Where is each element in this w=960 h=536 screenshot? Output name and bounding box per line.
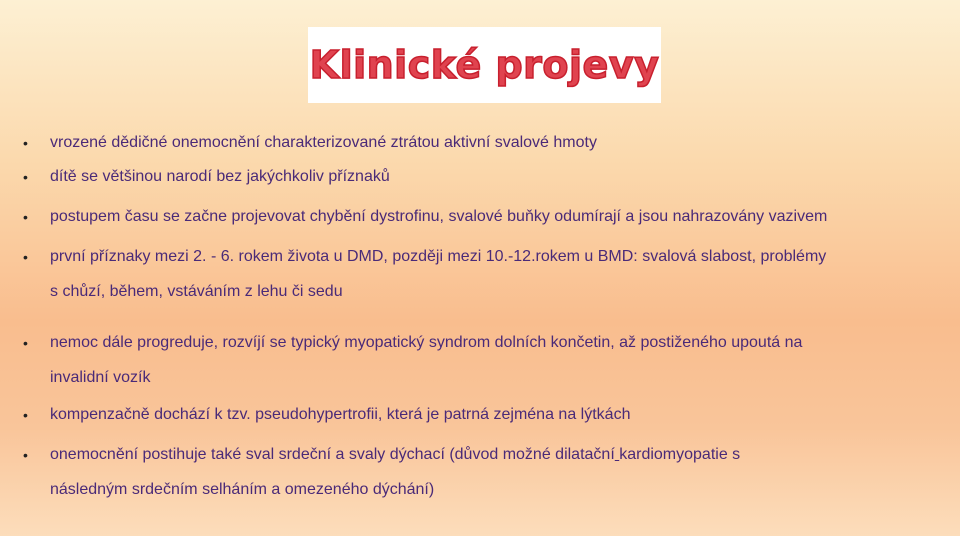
bullet-list [20,127,940,500]
bullet-icon: • [23,407,28,423]
bullet-text-part: onemocnění postihuje také sval srdeční a svaly dýchací (důvod možné dilatační [50,446,615,463]
bullet-item [20,247,940,300]
bullet-icon: • [23,135,28,151]
bullet-item [20,445,940,500]
slide-title: Klinické projevy [309,43,660,87]
bullet-text: postupem času se začne projevovat chybění dystrofinu, svalové buňky odumírají a jsou nahrazovány vazivem [50,208,828,225]
bullet-item [20,167,940,207]
bullet-item [20,207,940,247]
bullet-icon: • [23,335,28,351]
bullet-item [20,405,940,425]
bullet-text [50,445,940,465]
bullet-text: první příznaky mezi 2. - 6. rokem života u DMD, později mezi 10.-12.rokem u BMD: svalová slabost, problémy [50,248,827,265]
bullet-item [20,333,940,388]
title-box [308,27,661,103]
bullet-icon: • [23,447,28,463]
bullet-icon: • [23,209,28,225]
bullet-text: nemoc dále progreduje, rozvíjí se typický myopatický syndrom dolních končetin, až postiženého upoutá na [50,334,803,351]
bullet-text-continuation: invalidní vozík [50,369,151,386]
bullet-text-continuation: s chůzí, během, vstáváním z lehu či sedu [50,283,343,300]
bullet-text: vrozené dědičné onemocnění charakterizované ztrátou aktivní svalové hmoty [50,134,597,151]
bullet-icon: • [23,249,28,265]
bullet-item [20,133,940,167]
bullet-text-part: kardiomyopatie s [619,446,741,463]
bullet-text-continuation: následným srdečním selháním a omezeného dýchání) [50,481,435,498]
bullet-icon: • [23,169,28,185]
bullet-text: dítě se většinou narodí bez jakýchkoliv příznaků [50,168,390,185]
bullet-text: kompenzačně dochází k tzv. pseudohypertrofii, která je patrná zejména na lýtkách [50,406,631,423]
